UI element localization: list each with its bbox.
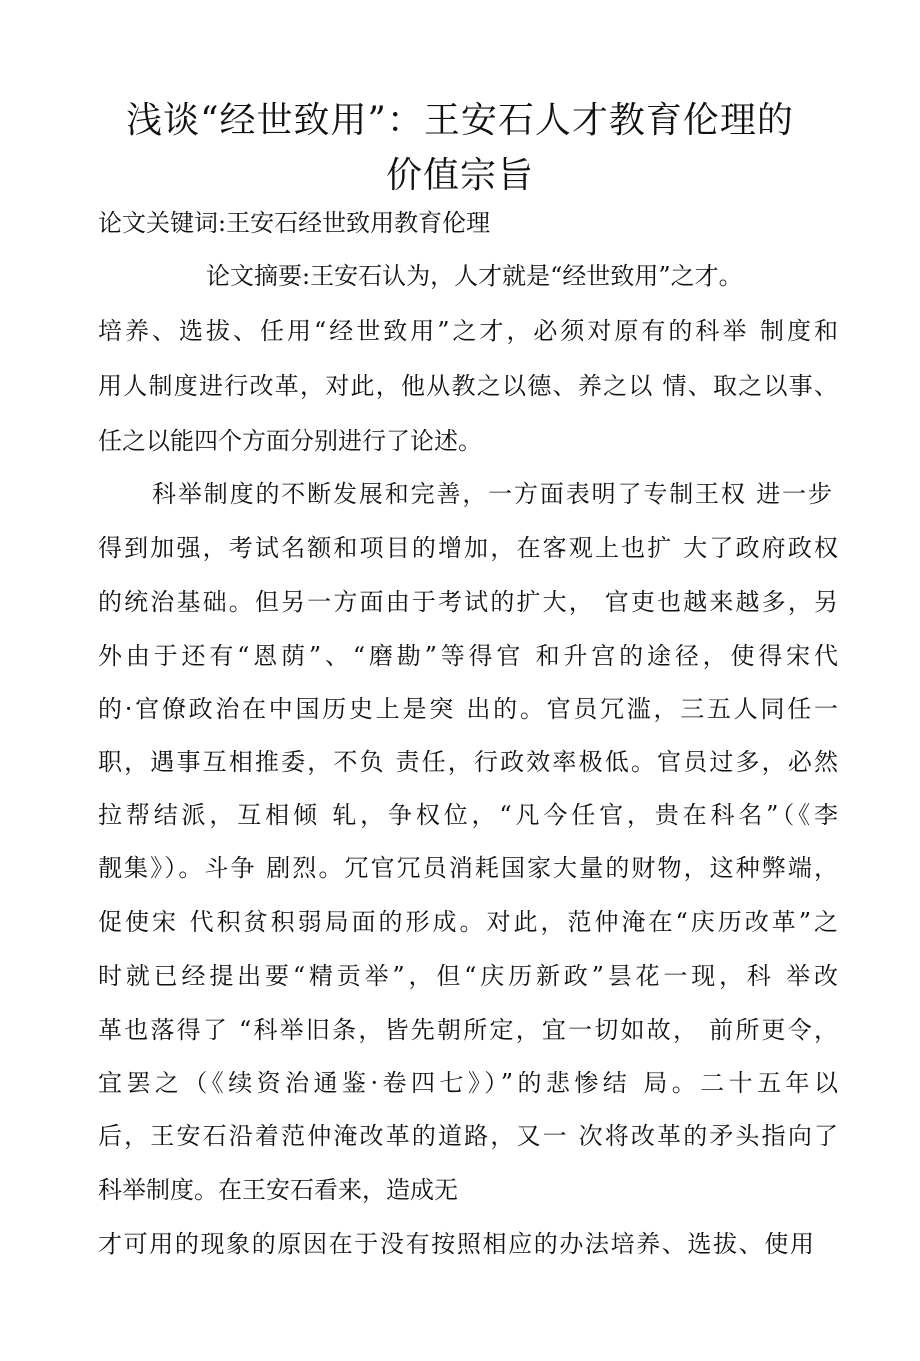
- body-line: 拉帮结派，互相倾 轧，争权位，“凡今任官，贵在科名”（《李: [98, 801, 838, 829]
- body-line: 外由于还有“恩荫”、“磨勘”等得官 和升宫的途径，使得宋代: [98, 642, 838, 670]
- body-line: 后，王安石沿着范仲淹改革的道路，又一 次将改革的矛头指向了: [98, 1122, 838, 1150]
- abstract-line: 任之以能四个方面分别进行了论述。: [98, 427, 482, 455]
- body-line: 科举制度。在王安石看来，造成无: [98, 1176, 458, 1204]
- body-line: 职，遇事互相推委，不负 责任，行政效率极低。官员过多，必然: [98, 748, 838, 776]
- body-line: 得到加强，考试名额和项目的增加，在客观上也扩 大了政府政权: [98, 534, 838, 562]
- body-line: 宜罢之（《续资治通鉴·卷四七》）”的悲惨结 局。二十五年以: [98, 1069, 838, 1097]
- body-line: 才可用的现象的原因在于没有按照相应的办法培养、选拔、使用: [98, 1230, 814, 1258]
- abstract-line: 用人制度进行改革，对此，他从教之以德、养之以 情、取之以事、: [98, 372, 838, 400]
- body-line: 时就已经提出要“精贡举”，但“庆历新政”昙花一现，科 举改: [98, 962, 838, 990]
- document-title-line-2: 价值宗旨: [385, 155, 534, 196]
- body-line: 的·官僚政治在中国历史上是突 出的。官员冗滥，三五人同任一: [98, 695, 838, 723]
- keywords-line: 论文关键词:王安石经世致用教育伦理: [98, 209, 491, 237]
- body-line: 革也落得了 “科举旧条，皆先朝所定，宜一切如故， 前所更令，: [98, 1016, 838, 1044]
- abstract-line: 培养、选拔、任用“经世致用”之才，必须对原有的科举 制度和: [98, 317, 838, 345]
- abstract-line: 论文摘要:王安石认为，人才就是“经世致用”之才。: [206, 262, 743, 290]
- body-line: 靓集》）。斗争 剧烈。冗官冗员消耗国家大量的财物，这种弊端，: [98, 854, 838, 882]
- body-line: 促使宋 代积贫积弱局面的形成。对此，范仲淹在“庆历改革”之: [98, 908, 838, 936]
- body-line: 科举制度的不断发展和完善，一方面表明了专制王权 进一步: [152, 480, 832, 508]
- document-title-line-1: 浅谈“经世致用”：王安石人才教育伦理的: [126, 100, 794, 141]
- body-line: 的统治基础。但另一方面由于考试的扩大， 官吏也越来越多，另: [98, 588, 838, 616]
